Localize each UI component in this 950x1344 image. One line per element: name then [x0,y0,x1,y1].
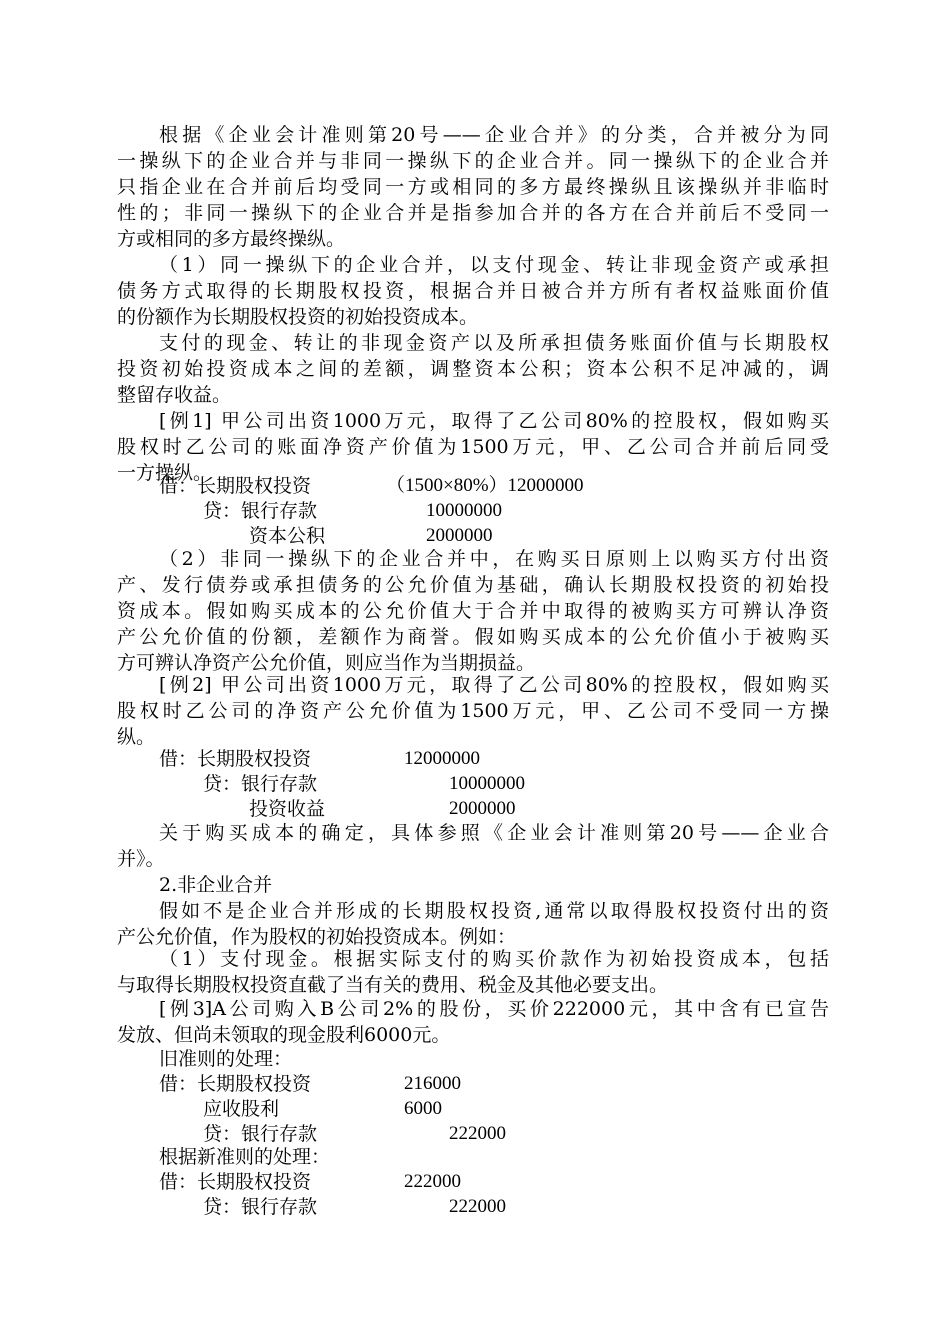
text-line: 根据新准则的处理： [159,1146,331,1168]
text-line: 产、发行债券或承担债务的公允价值为基础，确认长期股权投资的初始投 [117,574,829,596]
credit-amount: 222000 [449,1196,506,1217]
text-line: 方或相同的多方最终操纵。 [117,228,346,250]
credit-label: 贷：银行存款 [203,1196,318,1218]
text-line: 方可辨认净资产公允价值，则应当作为当期损益。 [117,652,536,674]
text-line: [例2] 甲公司出资1000万元，取得了乙公司80%的控股权，假如购买 [159,674,829,696]
paragraph-capital-reserve [117,330,829,408]
debit-amount: （1500×80%）12000000 [386,475,584,496]
credit-label: 资本公积 [249,525,326,547]
text-line: 债务方式取得的长期股权投资，根据合并日被合并方所有者权益账面价值 [117,280,829,302]
text-line: 股权时乙公司的账面净资产价值为1500万元，甲、乙公司合并前后同受 [117,436,829,458]
text-line: 关于购买成本的确定，具体参照《企业会计准则第20号——企业合 [159,822,829,844]
text-line: 的份额作为长期股权投资的初始投资成本。 [117,306,479,328]
credit-amount: 222000 [449,1123,506,1144]
credit-label: 贷：银行存款 [203,773,318,795]
text-line: 产公允价值，作为股权的初始投资成本。例如： [117,926,517,948]
text-line: 纵。 [117,726,156,748]
text-line: 整留存收益。 [117,384,232,406]
paragraph-example-2 [117,672,829,750]
text-line: 发放、但尚未领取的现金股利6000元。 [117,1024,451,1046]
debit-amount: 12000000 [404,748,480,769]
paragraph-non-same-control [117,546,829,676]
text-line: 旧准则的处理： [159,1048,293,1070]
debit-label: 借：长期股权投资 [159,1171,312,1193]
text-line: 一操纵下的企业合并与非同一操纵下的企业合并。同一操纵下的企业合并 [117,150,829,172]
old-standard-heading [117,1046,829,1072]
paragraph-example-3 [117,996,829,1048]
paragraph-merger-classification [117,122,829,252]
paragraph-cash-payment [117,946,829,998]
text-line: 投资初始投资成本之间的差额，调整资本公积；资本公积不足冲减的，调 [117,358,829,380]
credit-label: 贷：银行存款 [203,500,318,522]
debit-label: 借：长期股权投资 [159,748,312,770]
debit-label: 借：长期股权投资 [159,1073,312,1095]
debit-amount: 216000 [404,1073,461,1094]
credit-amount: 2000000 [426,525,493,546]
credit-amount: 10000000 [426,500,502,521]
debit-label: 应收股利 [203,1098,280,1120]
credit-label: 投资收益 [249,798,326,820]
text-line: 2.非企业合并 [159,874,273,896]
text-line: [例1] 甲公司出资1000万元，取得了乙公司80%的控股权，假如购买 [159,410,829,432]
paragraph-purchase-cost [117,820,829,872]
section-heading [117,872,829,898]
credit-amount: 2000000 [449,798,516,819]
text-line: 与取得长期股权投资直截了当有关的费用、税金及其他必要支出。 [117,974,669,996]
text-line: 只指企业在合并前后均受同一方或相同的多方最终操纵且该操纵并非临时 [117,176,829,198]
paragraph-same-control [117,252,829,330]
debit-amount: 222000 [404,1171,461,1192]
text-line: 假如不是企业合并形成的长期股权投资,通常以取得股权投资付出的资 [159,900,829,922]
text-line: 性的；非同一操纵下的企业合并是指参加合并的各方在合并前后不受同一 [117,202,829,224]
text-line: 一方操纵。 [117,462,213,484]
text-line: 产公允价值的份额，差额作为商誉。假如购买成本的公允价值小于被购买 [117,626,829,648]
text-line: 股权时乙公司的净资产公允价值为1500万元，甲、乙公司不受同一方操 [117,700,829,722]
credit-label: 贷：银行存款 [203,1123,318,1145]
text-line: 并》。 [117,848,165,870]
text-line: （1）同一操纵下的企业合并，以支付现金、转让非现金资产或承担 [159,254,829,276]
text-line: 支付的现金、转让的非现金资产以及所承担债务账面价值与长期股权 [159,332,829,354]
text-line: [例3]A公司购入B公司2%的股份，买价222000元，其中含有已宣告 [159,998,829,1020]
paragraph-non-merger [117,898,829,950]
text-line: 资成本。假如购买成本的公允价值大于合并中取得的被购买方可辨认净资 [117,600,829,622]
text-line: 根据《企业会计准则第20号——企业合并》的分类，合并被分为同 [159,124,829,146]
text-line: （2）非同一操纵下的企业合并中，在购买日原则上以购买方付出资 [159,548,829,570]
debit-label: 借：长期股权投资 [159,475,312,497]
credit-amount: 10000000 [449,773,525,794]
text-line: （1）支付现金。根据实际支付的购买价款作为初始投资成本，包括 [159,948,829,970]
debit-amount: 6000 [404,1098,442,1119]
new-standard-heading [117,1144,829,1170]
